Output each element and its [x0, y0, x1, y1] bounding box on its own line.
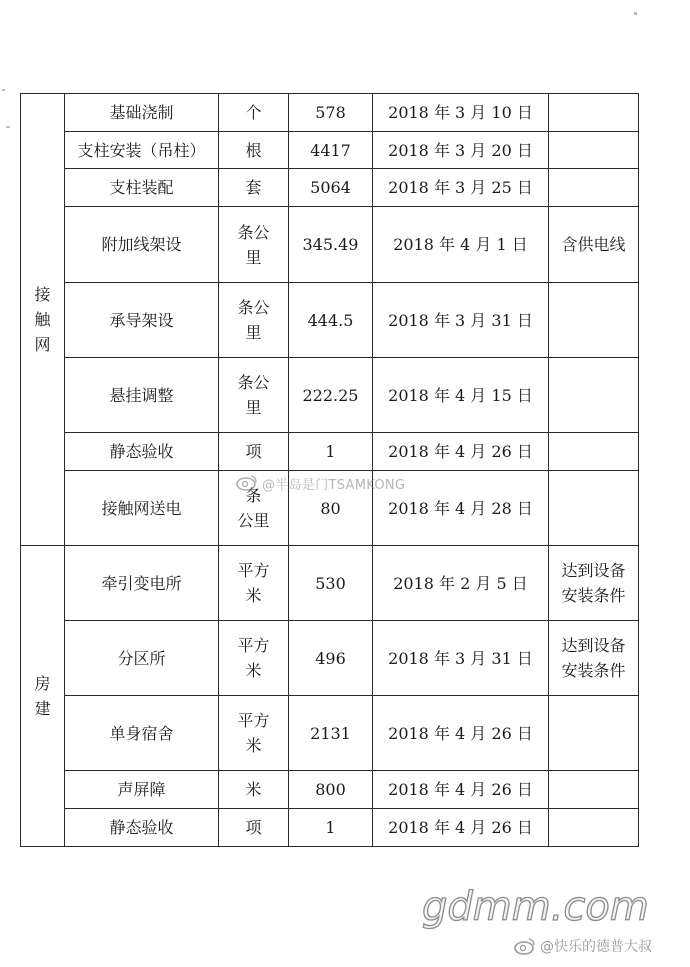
date-cell: 2018 年 4 月 26 日 [373, 433, 549, 471]
item-cell: 接触网送电 [65, 471, 219, 546]
site-watermark-text: gdmm.com [422, 884, 649, 930]
quantity-cell: 2131 [289, 696, 373, 771]
unit-line: 项 [245, 442, 262, 461]
category-char: 触 [34, 310, 51, 329]
unit-line: 条 [245, 486, 262, 505]
unit-cell [219, 546, 289, 621]
schedule-body [21, 94, 639, 847]
unit-line: 条公 [237, 298, 270, 317]
weibo-overlay-watermark: @半岛是门TSAMKONG [262, 478, 406, 493]
item-cell: 静态验收 [65, 809, 219, 847]
unit-cell [219, 809, 289, 847]
construction-schedule-table [20, 93, 639, 847]
category-cell [21, 546, 65, 847]
scan-speck [2, 89, 5, 91]
note-line: 安装条件 [561, 661, 626, 680]
quantity-cell: 578 [289, 94, 373, 132]
item-cell: 单身宿舍 [65, 696, 219, 771]
table-row [21, 621, 639, 696]
unit-line: 米 [245, 736, 262, 755]
note-cell [549, 358, 639, 433]
item-cell: 分区所 [65, 621, 219, 696]
table-row [21, 94, 639, 132]
category-char: 网 [34, 335, 51, 354]
unit-line: 项 [245, 818, 262, 837]
unit-cell [219, 283, 289, 358]
quantity-cell: 345.49 [289, 207, 373, 283]
note-cell [549, 621, 639, 696]
note-cell [549, 169, 639, 207]
category-char: 房 [34, 674, 51, 693]
unit-cell [219, 621, 289, 696]
table-row [21, 546, 639, 621]
unit-cell [219, 94, 289, 132]
category-char: 建 [34, 699, 51, 718]
unit-cell [219, 358, 289, 433]
weibo-handle-logo-icon [514, 937, 536, 955]
quantity-cell: 530 [289, 546, 373, 621]
category-char: 接 [34, 285, 51, 304]
note-cell [549, 546, 639, 621]
unit-line: 套 [245, 178, 262, 197]
unit-cell [219, 696, 289, 771]
note-line: 达到设备 [561, 636, 626, 655]
table-row [21, 358, 639, 433]
note-cell [549, 207, 639, 283]
date-cell: 2018 年 3 月 31 日 [373, 621, 549, 696]
table-row [21, 696, 639, 771]
unit-line: 米 [245, 780, 262, 799]
date-cell: 2018 年 4 月 1 日 [373, 207, 549, 283]
unit-line: 公里 [237, 511, 270, 530]
unit-line: 根 [245, 140, 262, 160]
table-row [21, 169, 639, 207]
note-line: 含供电线 [561, 235, 626, 254]
table-row [21, 771, 639, 809]
unit-line: 米 [245, 661, 262, 680]
item-cell: 支柱装配 [65, 169, 219, 207]
quantity-cell: 1 [289, 433, 373, 471]
quantity-cell: 222.25 [289, 358, 373, 433]
quantity-cell: 444.5 [289, 283, 373, 358]
weibo-logo-icon [236, 474, 258, 491]
item-cell: 支柱安装（吊柱） [65, 132, 219, 169]
note-cell [549, 696, 639, 771]
quantity-cell: 80 [289, 471, 373, 546]
date-cell: 2018 年 3 月 31 日 [373, 283, 549, 358]
unit-line: 平方 [237, 636, 270, 655]
unit-cell [219, 771, 289, 809]
unit-line: 里 [245, 398, 262, 417]
date-cell: 2018 年 3 月 25 日 [373, 169, 549, 207]
unit-line: 里 [245, 323, 262, 342]
item-cell: 静态验收 [65, 433, 219, 471]
date-cell: 2018 年 3 月 20 日 [373, 132, 549, 169]
date-cell: 2018 年 4 月 28 日 [373, 471, 549, 546]
item-cell: 牵引变电所 [65, 546, 219, 621]
date-cell: 2018 年 3 月 10 日 [373, 94, 549, 132]
table-row [21, 207, 639, 283]
item-cell: 附加线架设 [65, 207, 219, 283]
date-cell: 2018 年 4 月 26 日 [373, 809, 549, 847]
weibo-handle-watermark: @快乐的德普大叔 [540, 939, 652, 955]
note-cell [549, 433, 639, 471]
date-cell: 2018 年 2 月 5 日 [373, 546, 549, 621]
table-row [21, 809, 639, 847]
unit-line: 平方 [237, 711, 270, 730]
date-cell: 2018 年 4 月 26 日 [373, 771, 549, 809]
item-cell: 基础浇制 [65, 94, 219, 132]
unit-line: 米 [245, 586, 262, 605]
quantity-cell: 1 [289, 809, 373, 847]
item-cell: 声屏障 [65, 771, 219, 809]
item-cell: 承导架设 [65, 283, 219, 358]
quantity-cell: 800 [289, 771, 373, 809]
unit-line: 条公 [237, 222, 270, 242]
item-cell: 悬挂调整 [65, 358, 219, 433]
unit-cell [219, 207, 289, 283]
quantity-cell: 496 [289, 621, 373, 696]
category-cell [21, 94, 65, 546]
note-cell [549, 283, 639, 358]
note-cell [549, 771, 639, 809]
quantity-cell: 4417 [289, 132, 373, 169]
unit-line: 平方 [237, 561, 270, 580]
unit-line: 条公 [237, 373, 270, 392]
unit-line: 里 [245, 247, 262, 267]
note-cell [549, 471, 639, 546]
date-cell: 2018 年 4 月 15 日 [373, 358, 549, 433]
note-cell [549, 809, 639, 847]
table-row [21, 283, 639, 358]
scan-speck [634, 12, 637, 15]
scan-speck [6, 126, 10, 128]
note-cell [549, 94, 639, 132]
note-line: 达到设备 [561, 561, 626, 580]
quantity-cell: 5064 [289, 169, 373, 207]
unit-cell [219, 132, 289, 169]
note-line: 安装条件 [561, 586, 626, 605]
date-cell: 2018 年 4 月 26 日 [373, 696, 549, 771]
unit-cell [219, 169, 289, 207]
note-cell [549, 132, 639, 169]
unit-cell [219, 433, 289, 471]
table-row [21, 433, 639, 471]
site-watermark [420, 880, 649, 930]
unit-line: 个 [245, 103, 262, 122]
table-row [21, 132, 639, 169]
